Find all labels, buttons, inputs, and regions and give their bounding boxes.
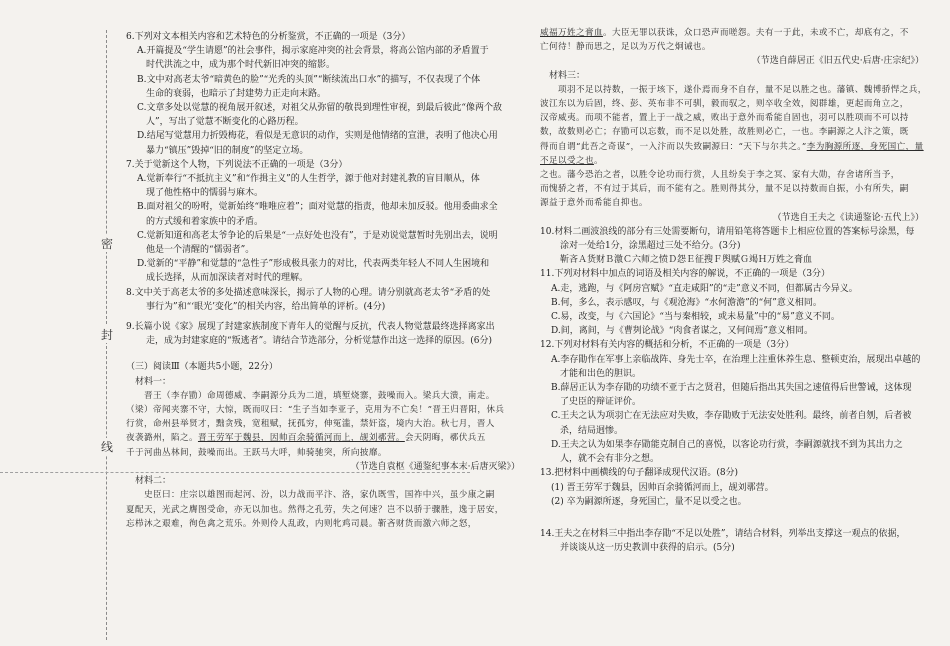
line-text: 项羽不足以持数，一振于垓下，遂仆焉而身不自存，量不足以胜之也。藩镇、魏博骄悍之兵， [540,84,927,95]
line-text: 才能和出色的胆识。 [560,368,642,379]
line-text: C.觉新知道和高老太爷争论的后果是“一点好处也没有”，于是劝说觉慧暂时先别出去，说明 [137,230,498,241]
continuation-line [126,300,528,314]
option-line [540,438,932,452]
seal-line-margin [93,30,121,640]
line-text: B.面对祖父的吩咐，觉新始终“唯唯应着”；面对觉慧的指责，他却未加反驳。他用委曲求全 [137,202,498,213]
source-citation [540,54,932,68]
seal-char-feng: 封 [98,326,116,343]
option-line [540,495,932,509]
passage-line [540,26,932,40]
line-text: 之也。藩今恐治之者，以胜令论功而行赏，人且纷矣于李之冥、家有大勋，存舍诸所当予， [540,170,900,181]
line-text: 材料三： [540,70,586,81]
option-line [126,257,528,271]
line-text: A.开篇提及“学生请愿”的社会事件，揭示家庭冲突的社会背景，将高公馆内部的矛盾置于 [137,46,489,57]
line-text: A.李存勖作在军事上亲临战阵、身先士卒，在治理上注重休养生息、整顿吏治，展现出卓越的 [551,354,921,365]
option-line [126,101,528,115]
line-text: 生命的衰弱，也暗示了封建势力正走向末路。 [146,88,327,99]
option-line [540,296,932,310]
line-text: 7.关于觉新这个人物，下列说法不正确的一项是（3分） [126,159,348,170]
line-text: 14.王夫之在材料三中指出李存勖“不足以处胜”，请结合材料，列举出支撑这一观点的依据， [540,528,906,539]
line-text: C.易，改变，与《六国论》“当与秦相较，或未易量”中的“易”意义不同。 [551,312,840,323]
question-line [126,158,528,172]
line-text: 成长选择，从而加深读者对时代的理解。 [146,273,309,284]
continuation-line [540,395,932,409]
option-line [126,200,528,214]
line-text-after: 。 [593,155,603,166]
line-text: （节选自王夫之《读通鉴论·五代上》） [772,212,924,223]
passage-line [126,446,528,460]
seal-char-mi: 密 [98,235,116,252]
line-text: 涂对一处给1分，涂黑超过三处不给分。(3分) [560,241,741,252]
option-line [126,73,528,87]
option-line [126,44,528,58]
question-line [540,267,932,281]
continuation-line [540,367,932,381]
line-text: 波江东以为后固，终、彭、英布非不可驯，毅而驭之，则卒收全效，阅群雄，更起而角立之， [540,99,909,110]
option-line [540,353,932,367]
line-text: B.文中对高老太爷“暗黄色的脸”“光秃的头顶”“断续流出口水”的描写，不仅表现了个体 [137,74,481,85]
question-line [126,320,528,334]
line-text: (1) 晋王劳军于魏县，因帅百余骑循河而上，觇刘鄩营。 [551,482,774,493]
line-text: 千于河曲丛林间，鼓噪而出。王跃马大呼，帅骑驰突，所向披靡。 [126,447,387,458]
question-line [540,466,932,480]
question-line [126,474,528,488]
line-text: 9.长篇小说《家》展现了封建家族制度下青年人的觉醒与反抗，代表人物觉慧最终选择离家出 [126,322,495,333]
line-text: 忘栉沐之艰难，徇色禽之荒乐。外则伶人乱政，内则牝鸡司晨。靳吝财货而激六师之怒， [126,518,477,529]
line-text: 12.下列对材料有关内容的概括和分析，不正确的一项是（3分） [540,340,795,351]
line-text: 11.下列对材料中加点的词语及相关内容的解说，不正确的一项是（3分） [540,269,831,280]
line-text: 夏配天，光武之膺图受命，亦无以加也。然得之孔劳，失之何速？岂不以骄于骤胜，逸于居安， [126,504,504,515]
option-line [540,409,932,423]
passage-line [126,403,528,417]
continuation-line [126,271,528,285]
option-line [540,381,932,395]
underlined-sentence: 晋王劳军于魏县，因帅百余骑循河而上，觇刘鄩营。 [197,433,405,444]
line-text: D.王夫之认为如果李存勖能克制自己的喜悦，以客论功行赏，李嗣源就找不到为其出力之 [551,439,903,450]
line-text: 材料二： [126,476,172,487]
line-text: 数，故数则必亡；存勖可以忘数，而不足以处胜，故胜则必亡，一也。李嗣源之人汴之策，既 [540,127,909,138]
spacer [540,509,932,521]
source-citation [126,460,528,474]
question-line [540,225,932,239]
continuation-line [126,215,528,229]
line-text: 8.文中关于高老太爷的多处描述意味深长，揭示了人物的心理。请分别就高老太爷“矛盾的处 [126,287,491,298]
passage-line [540,196,932,210]
option-line [540,481,932,495]
line-text: 夜袭潞州，陷之。 [126,433,198,444]
passage-line [540,168,932,182]
spacer [126,348,528,360]
line-text: 了史臣的辩证评价。 [560,397,642,408]
right-column [540,26,932,555]
line-text: D.结尾写觉慧用力折毁梅花，看似是无意识的动作，实则是他情绪的宣泄，表明了他决心用 [137,131,498,142]
passage-line [540,83,932,97]
line-text: 晋王（李存勖）命周德威、李嗣源分兵为二道，填堑烧寨，鼓噪而入。梁兵大溃，南走。 [126,390,495,401]
line-text: 的方式缓和着家族中的矛盾。 [146,216,264,227]
passage-line [126,417,528,431]
line-text: 10.材料二画波浪线的部分有三处需要断句，请用铅笔将答题卡上相应位置的答案标号涂黑，每 [540,226,915,237]
option-line [540,324,932,338]
option-line [126,129,528,143]
line-text: 靳吝Ａ货财Ｂ激Ｃ六师之愤Ｄ怨Ｅ征搜Ｆ舆赋Ｇ竭Ｈ万姓之膏血 [560,255,813,266]
passage-line [126,431,528,445]
line-text: B.何，多么，表示感叹，与《观沧海》“水何澹澹”的“何”意义相同。 [551,297,822,308]
passage-line [126,517,528,531]
passage-line [540,111,932,125]
passage-line [540,182,932,196]
line-text: 杀，结局迥惨。 [560,425,624,436]
option-line [126,172,528,186]
line-text: 6.下列对文本相关内容和艺术特色的分析鉴赏，不正确的一项是（3分） [126,32,411,42]
line-text: A.走，逃跑，与《阿房宫赋》“直走咸阳”的“走”意义不同，但都属古今异义。 [551,283,858,294]
underlined-sentence: 威福万姓之膏血 [540,28,603,38]
line-text: A.觉新奉行“不抵抗主义”和“作揖主义”的人生哲学，源于他对封建礼教的盲目顺从，体 [137,174,480,185]
line-text: （节选自袁枢《通鉴纪事本末·后唐灭梁》） [350,461,520,472]
line-text: 而愧骄之者，不有过于其后，而不能有之。胜则得其分，量不足以持数而自振，小有所失，嗣 [540,184,909,195]
question-line [126,30,528,44]
line-text: 材料一： [126,376,172,387]
line-text: C.王夫之认为项羽亡在无法应对失败，李存勖败于无法安处胜利。最终，前者自刎，后者被 [551,411,912,422]
line-text-after: 。大臣无罪以获诛，众口恐声而嗟怨。夫有一于此，未或不亡，却底有之，不 [602,28,909,38]
continuation-line [540,424,932,438]
question-line [540,527,932,541]
line-text: 并谈谈从这一历史教训中获得的启示。(5分) [560,543,735,554]
continuation-line [540,253,932,267]
continuation-line [126,144,528,158]
line-text: D.间，离间，与《曹刿论战》“肉食者谋之，又何间焉”意义相同。 [551,326,813,337]
line-text: D.觉新的“平静”和觉慧的“急性子”形成极具张力的对比，代表两类年轻人不同人生困境和 [137,259,490,270]
left-column [126,30,528,531]
option-line [540,310,932,324]
question-line [126,286,528,300]
line-text: 13.把材料中画横线的句子翻译成现代汉语。(8分) [540,468,739,479]
line-text: 现了他性格中的懦弱与麻木。 [146,188,264,199]
line-text: （梁）帝闻夹寨不守，大惊，既而叹曰：“生子当如李亚子，克用为不亡矣！”晋王归晋阳，休兵 [126,405,505,416]
continuation-line [540,239,932,253]
continuation-line [540,452,932,466]
continuation-line [126,334,528,348]
continuation-line [126,58,528,72]
passage-line [126,389,528,403]
line-text: 史臣曰：庄宗以雄图而起河、汾，以力战而平汴、洛，家仇既雪，国祚中兴，虽少康之嗣 [126,490,495,501]
line-text: B.薛居正认为李存勖的功绩不亚于古之贤君，但随后指出其失国之速值得后世警诫，这体现 [551,383,912,394]
passage-line [126,488,528,502]
passage-line [540,40,932,54]
line-text: 暴力“镇压”毁掉“旧的制度”的坚定立场。 [146,145,309,156]
line-text: C.文章多处以觉慧的视角展开叙述，对祖父从弥留的敬畏到理性审视，到最后彼此“像两个敌 [137,103,503,114]
source-citation [540,211,932,225]
line-text: 时代洪流之中，成为那个时代新旧冲突的缩影。 [146,60,336,71]
line-text: 行赏，命州县举贤才，黜贪残，宽租赋，抚孤穷，伸冤滥，禁奸盗，境内大治。秋七月，晋人 [126,419,495,430]
line-text: 人”，写出了觉慧不断变化的心路历程。 [146,117,304,128]
continuation-line [126,243,528,257]
seal-char-xian: 线 [98,438,116,455]
line-text: 人，就不会有非分之想。 [560,454,660,465]
passage-line [540,97,932,111]
question-line [126,360,528,374]
passage-line [126,503,528,517]
passage-line [540,140,932,168]
passage-line [540,125,932,139]
line-text: （节选自薛居正《旧五代史·后唐·庄宗纪》） [751,56,924,67]
option-line [126,229,528,243]
continuation-line [126,87,528,101]
line-text-after: 会天阴晦，鄩伏兵五 [404,433,486,444]
continuation-line [126,186,528,200]
line-text: 亡何待！静而思之，足以为万代之炯诫也。 [540,42,711,53]
line-text: （三）阅读Ⅲ（本题共5小题，22分） [126,362,278,373]
line-text: 他是一个清醒的“懦弱者”。 [146,245,255,256]
question-line [540,338,932,352]
question-line [126,375,528,389]
line-text: 汉帝威夷。而项不能者，置上于一战之威，败出于意外而希能自固也，羽可以胜项而不可以持 [540,113,909,124]
line-text: (2) 卒为嗣源所逐，身死国亡，量不足以受之也。 [551,496,747,507]
line-text: 走，成为封建家庭的“叛逃者”。请结合节选部分，分析觉慧作出这一选择的原因。(6分) [146,336,492,347]
line-text: 事行为”和“‘眼光’变化”的相关内容，给出简单的评析。(4分) [146,301,386,312]
underlined-sentence: 李为胸源所逐，身死国亡，量不足以受之也 [540,141,924,166]
option-line [540,282,932,296]
question-line [540,69,932,83]
continuation-line [126,115,528,129]
continuation-line [540,541,932,555]
line-text: 得而自谓“此吾之奇谋”，一入汴而以失致嗣源曰：“天下与尔共之。” [540,141,807,152]
line-text: 源益于意外而希能自抑也。 [540,198,648,209]
